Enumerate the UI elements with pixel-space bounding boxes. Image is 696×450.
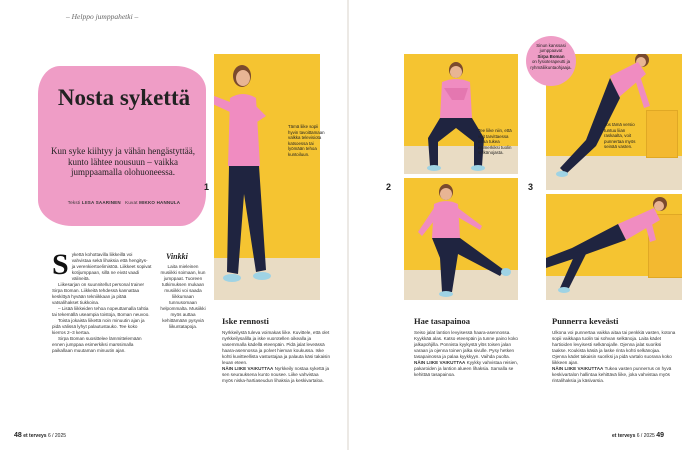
exercise-2-number: 2 [386, 182, 392, 192]
text-credit-label: Teksti [67, 200, 81, 205]
lede: Kun syke kiihtyy ja vähän hengästyttää, kunto lähtee nousuun – vaikka jumppaamalla olohuoneessa. [51, 146, 195, 177]
page-gutter [347, 0, 349, 450]
right-issue: 6 / 2025 [636, 433, 655, 439]
boxing-woman-figure [214, 54, 320, 300]
exercise-2-effect-label: NÄIN LIIKE VAIKUTTAA [414, 360, 466, 365]
exercise-2-caption: Tee liike niin, että voit tarvittaessa ottaa tukea esimerkiksi tuolin selkänojasta. [478, 128, 512, 156]
dropcap: S [52, 248, 69, 281]
exercise-3-body [552, 330, 676, 384]
exercise-1-number: 1 [204, 182, 210, 192]
footer-right [612, 432, 664, 439]
right-brand: et terveys [612, 433, 636, 439]
exercise-3-effect-label: NÄIN LIIKE VAIKUTTAA [552, 366, 604, 371]
photo-credit-label: Kuvat [125, 200, 138, 205]
exercise-3-number: 3 [528, 182, 534, 192]
exercise-1-effect-text: Nyrkkeily nostaa sykettä ja sen seurauksena kunto nousee. Liike vahvistaa myös niska-hartiaseudun lihaksia ja keskivartaloa. [222, 366, 330, 383]
text-credit-author: LIISA SAARINEN [81, 200, 121, 205]
photo-credit-author: MIKKO HANNULA [139, 200, 181, 205]
exercise-3-photo-pushup [546, 194, 682, 300]
exercise-1-caption: Tämä liike sopii hyvin tavoittamaan valkka televisiota katsoessa tai lyömään tehoa kuntoiluun. [288, 124, 325, 157]
pushup-woman-figure [546, 194, 682, 300]
exercise-2-title: Hae tasapainoa [414, 316, 470, 326]
intro-paragraph: Toista jokaista liikettä noin minuutin ajan ja pidä välissä lyhyt palautustauko. Tee koko kierros 2–3 kertaa. [52, 318, 145, 335]
tip-text: Laita mieleinen musiikki soimaan, kun jumppaat. Tuoreen tutkimuksen mukaan musiikki voi saada liikkumaan tunnusomaan helpommalta. Musiikki myös auttaa kehittämään pysyviä liikuntatapoja. [160, 264, 206, 329]
trainer-bubble [526, 36, 576, 86]
exercise-1-title: Iske rennosti [222, 316, 269, 326]
exercise-1-body-text: Nyrkkeilystä tuleva voimakas liike. Kuvittele, että olet nyrkkeilysalilla ja iske vuorotellen oikealla ja vasemmalla kädellä eteenpäin. Pidä jalat leveässä haara-asennossa ja polvet hieman koukussa. Iske kohti kuvitteellista vastustajaa ja palauta käsi takaisin leuan eteen. [222, 330, 331, 365]
intro-paragraph: Sirpa Boman suosittelee lämmittelemään ennen jumppaa esimerkiksi marssimalla paikallaan muutaman minuutin ajan. [52, 336, 142, 353]
balance-woman-figure [404, 178, 518, 300]
exercise-2-body [414, 330, 522, 378]
credits [54, 200, 194, 205]
intro-column [52, 248, 152, 354]
intro-paragraph: – Lisää liikkeiden tehoa nopeuttamalla tahtia tai tekemällä useampia toistoja, Boman neuvoo. [52, 306, 150, 317]
exercise-1-effect-label: NÄIN LIIKE VAIKUTTAA [222, 366, 274, 371]
intro-paragraph: ykettä kohottavilla liikkeillä voi vahvistaa sekä lihaksia että hengitys- ja verenkiertoelimistöä. Liikkeet sopivat kotijumppaan, sillä ne eivät vaadi välineitä. [71, 252, 152, 281]
headline: Nosta sykettä [57, 85, 191, 110]
exercise-3-title: Punnerra keveästi [552, 316, 619, 326]
exercise-2-photo-squat [404, 54, 518, 174]
exercise-3-body-text: Ulkona voi punnertaa vaikka aitaa tai penkkiä vasten, kotona sopii vaikkapa tuolin tai sohvan selkänoja. Laita kädet hartioiden levyisesti selkänojalle. Ojenna jalat suoriksi taakse. Koukista käsiä ja laske rinta kohti selkänojaa. Ojenna kädet takaisin suoriksi ja pidä vartalo suorana koko liikkeen ajan. [552, 330, 676, 365]
trainer-bubble-role: on fysioterapeutti ja ryhmäliikuntaohjaaja. [530, 59, 572, 70]
exercise-1-body [222, 330, 330, 384]
intro-paragraph: Liikesarjan on suunnitellut personal trainer Sirpa Boman. Liikkeitä tehdessä kannattaa keskittyä hyvään tekniikkaan ja pitää vatsalihakset tiukkoina. [52, 282, 145, 305]
exercise-2-effect-text: Kyykky vahvistaa reisien, pakaroiden ja lantion alueen lihaksia. Samalla se kehittää tasapainoa. [414, 360, 518, 377]
right-page-number: 49 [656, 432, 665, 439]
squat-woman-figure [404, 54, 518, 174]
trainer-name: Sirpa Boman [537, 53, 565, 59]
footer-left [14, 432, 66, 439]
trainer-bubble-intro: Sinun kanssasi jumppaavat [536, 43, 566, 54]
tip-title: Vinkki [166, 252, 188, 261]
exercise-2-body-text: Seiso jalat lantion levyisessä haara-asennossa. Kyykkää alas. Katso eteenpäin ja tunne paino koko jalkapohjilla. Ponnista kyykystä ylös toisen jalan varaan ja ojenna toinen jalka sivulle. Pysy hetken tasapainossa ja palaa kyykkyyn. Vaihda puolta. [414, 330, 518, 359]
exercise-1-photo [214, 54, 320, 300]
section-label: – Helppo jumppahetki – [66, 12, 139, 21]
left-brand: et terveys [23, 433, 47, 439]
exercise-3-effect-text: Tukea vasten punnerrus on hyvä keskivartalon hallintaa kehittävä liike, joka vahvistaa myös rintalihaksia ja käsivarsia. [552, 366, 672, 383]
exercise-2-photo-balance [404, 178, 518, 300]
exercise-3-caption: Jos tämä versio tuntuu liian raskaalta, voit punnertaa myös seinää vasten. [604, 122, 636, 150]
left-issue: 6 / 2025 [47, 433, 67, 439]
left-page-number: 48 [14, 432, 22, 439]
